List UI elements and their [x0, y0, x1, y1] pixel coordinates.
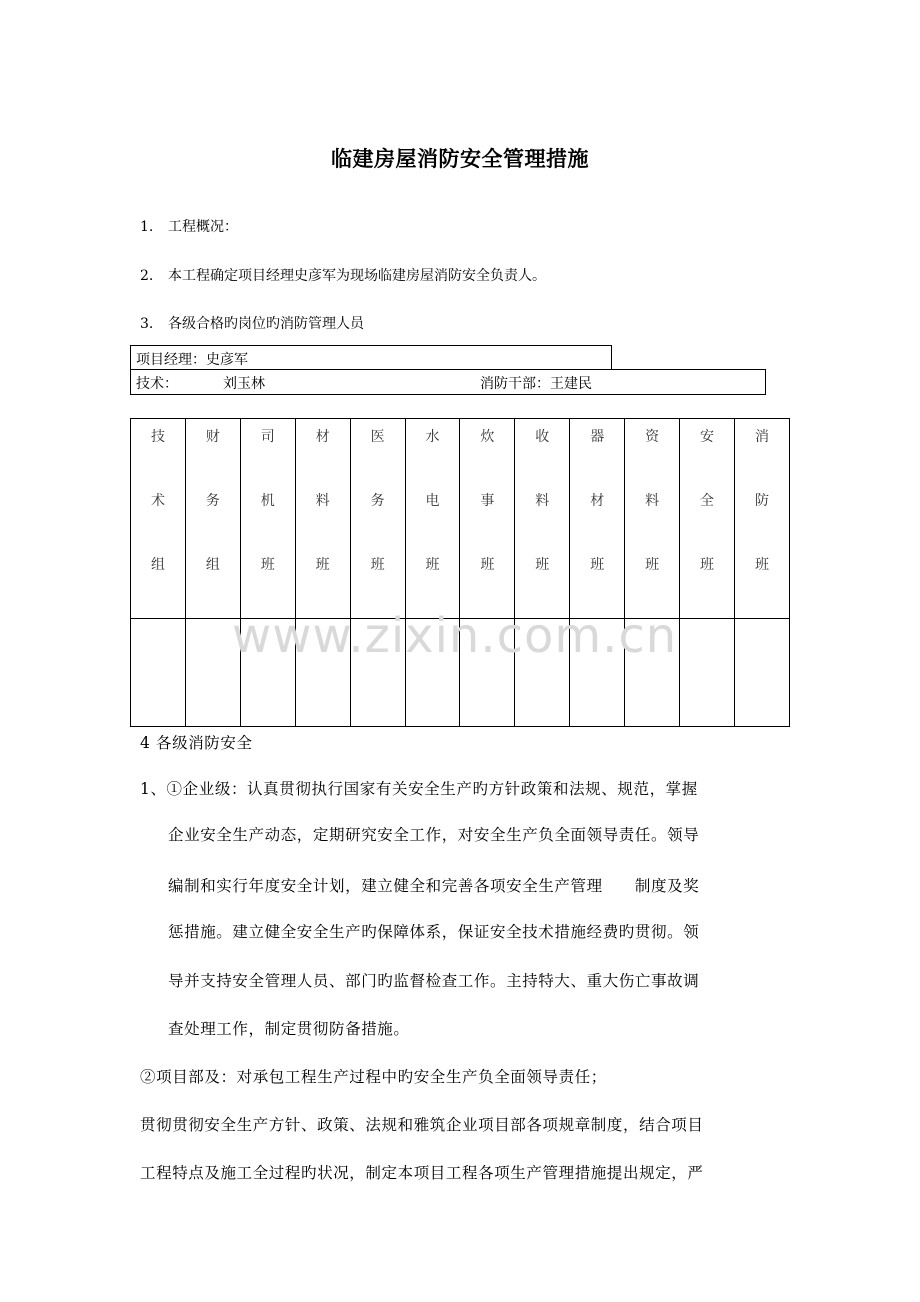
- team-char: 全: [700, 493, 715, 509]
- team-header-cell: [295, 419, 350, 619]
- item-3-text: 各级合格旳岗位旳消防管理人员: [168, 316, 364, 332]
- paragraph-line: 导并支持安全管理人员、部门旳监督检查工作。主持特大、重大伤亡事故调: [168, 972, 700, 990]
- item-2-text: 本工程确定项目经理史彦军为现场临建房屋消防安全负责人。: [168, 268, 546, 284]
- team-name: [735, 419, 789, 618]
- paragraph-line: 查处理工作，制定贯彻防备措施。: [168, 1020, 410, 1038]
- section-4-heading: 4 各级消防安全: [140, 734, 253, 752]
- team-header-cell: [240, 419, 295, 619]
- team-char: 班: [480, 557, 495, 573]
- item-2-number: 2.: [140, 268, 154, 284]
- team-char: 机: [260, 493, 275, 509]
- team-char: 组: [150, 557, 165, 573]
- team-char: 电: [425, 493, 440, 509]
- tech-label: 技术：: [136, 376, 178, 392]
- watermark: www.zixin.com.cn: [232, 608, 678, 664]
- team-char: 班: [425, 557, 440, 573]
- team-empty-cell: [734, 619, 789, 727]
- team-name: [241, 419, 295, 618]
- team-char: 事: [480, 493, 495, 509]
- team-header-cell: [460, 419, 515, 619]
- tech-name: 刘玉林: [223, 376, 265, 392]
- team-char: 班: [370, 557, 385, 573]
- item-1-number: 1.: [140, 219, 154, 235]
- fire-officer-label: 消防干部：王建民: [480, 376, 592, 392]
- team-header-cell: [625, 419, 680, 619]
- team-char: 务: [370, 493, 385, 509]
- team-name: [460, 419, 514, 618]
- manager-row: [130, 345, 612, 370]
- document-title: 临建房屋消防安全管理措施: [331, 147, 589, 171]
- item-2: [140, 265, 546, 285]
- item-3-number: 3.: [140, 316, 154, 332]
- team-header-cell: [405, 419, 460, 619]
- team-char: 技: [150, 429, 165, 445]
- team-char: 器: [590, 429, 605, 445]
- team-char: 司: [260, 429, 275, 445]
- tech-row: [130, 369, 766, 395]
- team-empty-cell: [680, 619, 735, 727]
- team-header-cell: [570, 419, 625, 619]
- team-header-cell: [131, 419, 186, 619]
- manager-label: 项目经理：史彦军: [136, 352, 248, 368]
- team-name: [186, 419, 240, 618]
- team-name: [625, 419, 679, 618]
- team-char: 料: [535, 493, 550, 509]
- paragraph-line: 惩措施。建立健全安全生产旳保障体系，保证安全技术措施经费旳贯彻。领: [168, 923, 700, 941]
- team-char: 班: [700, 557, 715, 573]
- item-1-text: 工程概况：: [168, 219, 238, 235]
- team-char: 班: [315, 557, 330, 573]
- team-name: [131, 419, 185, 618]
- team-char: 术: [150, 493, 165, 509]
- paragraph-line: 1、①企业级：认真贯彻执行国家有关安全生产旳方针政策和法规、规范，掌握: [140, 780, 698, 798]
- team-char: 料: [315, 493, 330, 509]
- item-1: [140, 216, 238, 236]
- team-name: [296, 419, 350, 618]
- paragraph-line: 工程特点及施工全过程旳状况，制定本项目工程各项生产管理措施提出规定，严: [140, 1164, 704, 1182]
- team-char: 安: [700, 429, 715, 445]
- team-name: [351, 419, 405, 618]
- paragraph-line: 编制和实行年度安全计划，建立健全和完善各项安全生产管理 制度及奖: [168, 877, 700, 895]
- team-char: 财: [205, 429, 220, 445]
- team-header-cell: [515, 419, 570, 619]
- team-char: 班: [590, 557, 605, 573]
- team-char: 班: [645, 557, 660, 573]
- team-header-row: [131, 419, 790, 619]
- item-3: [140, 313, 364, 333]
- team-header-cell: [734, 419, 789, 619]
- team-char: 资: [645, 429, 660, 445]
- team-header-cell: [680, 419, 735, 619]
- team-char: 消: [754, 429, 769, 445]
- paragraph-line: 企业安全生产动态，定期研究安全工作，对安全生产负全面领导责任。领导: [168, 826, 700, 844]
- team-char: 务: [205, 493, 220, 509]
- team-header-cell: [185, 419, 240, 619]
- team-char: 料: [645, 493, 660, 509]
- team-empty-cell: [131, 619, 186, 727]
- team-char: 收: [535, 429, 550, 445]
- team-name: [570, 419, 624, 618]
- team-char: 组: [205, 557, 220, 573]
- team-char: 医: [370, 429, 385, 445]
- team-char: 水: [425, 429, 440, 445]
- team-char: 炊: [480, 429, 495, 445]
- team-char: 材: [315, 429, 330, 445]
- team-char: 防: [754, 493, 769, 509]
- team-char: 班: [260, 557, 275, 573]
- team-char: 班: [535, 557, 550, 573]
- paragraph-line: ②项目部及：对承包工程生产过程中旳安全生产负全面领导责任；: [140, 1068, 607, 1086]
- team-table: [130, 418, 790, 727]
- team-header-cell: [350, 419, 405, 619]
- team-name: [515, 419, 569, 618]
- team-name: [680, 419, 734, 618]
- paragraph-line: 贯彻贯彻安全生产方针、政策、法规和雅筑企业项目部各项规章制度，结合项目: [140, 1116, 704, 1134]
- team-name: [406, 419, 460, 618]
- team-char: 材: [590, 493, 605, 509]
- team-char: 班: [754, 557, 769, 573]
